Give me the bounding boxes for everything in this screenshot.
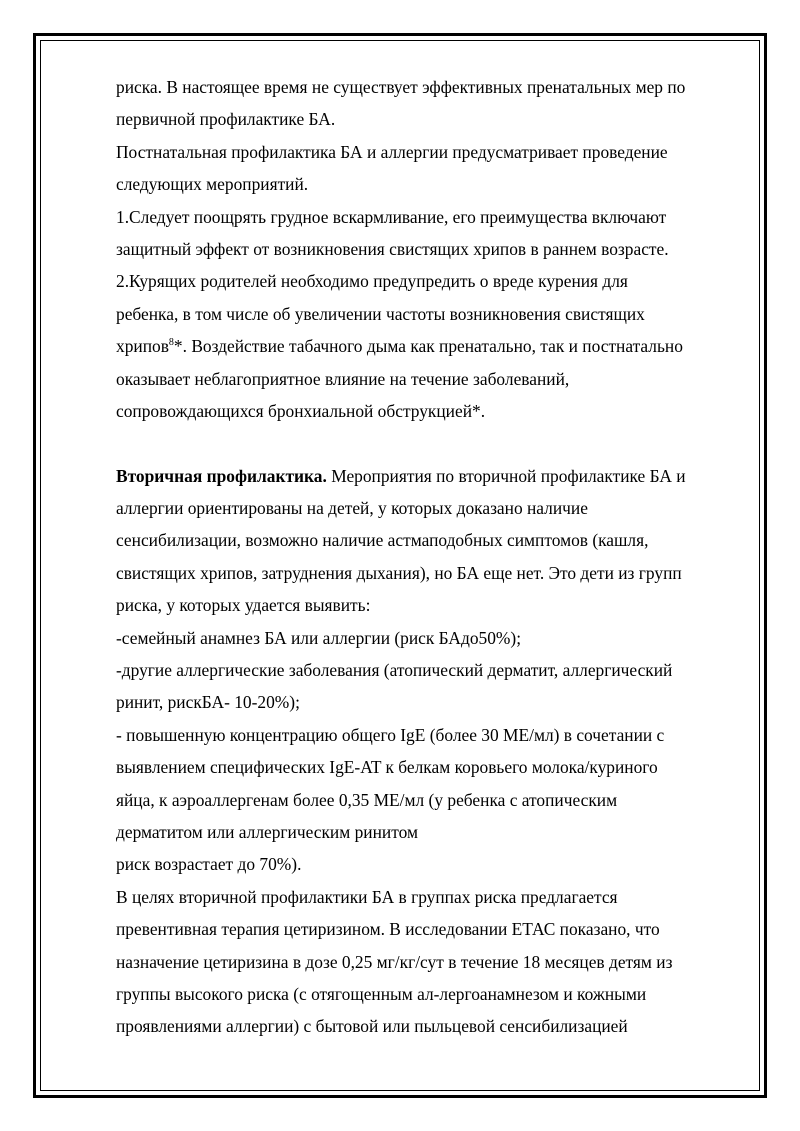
text-line: дерматитом или аллергическим ринитом bbox=[116, 821, 418, 842]
footnote-line-after: *. Воздействие табачного дыма как пренатально, так и постнатально bbox=[173, 336, 683, 357]
text-line: яйца, к аэроаллергенам более 0,35 МЕ/мл (у ребенка с атопическим bbox=[116, 789, 618, 810]
text-line: 1.Следует поощрять грудное вскармливание, его преимущества включают bbox=[116, 206, 667, 227]
text-line: следующих мероприятий. bbox=[116, 174, 309, 195]
list-item: -семейный анамнез БА или аллергии (риск БАдо50%); bbox=[116, 627, 522, 648]
text-line: оказывает неблагоприятное влияние на течение заболеваний, bbox=[116, 368, 570, 389]
secondary-heading: Вторичная профилактика. bbox=[116, 465, 327, 486]
list-item: -другие аллергические заболевания (атопический дерматит, аллергический bbox=[116, 660, 673, 681]
text-line: ринит, рискБА- 10-20%); bbox=[116, 692, 300, 713]
secondary-heading-rest: Мероприятия по вторичной профилактике БА и bbox=[326, 465, 686, 486]
text-line: сенсибилизации, возможно наличие астмаподобных симптомов (кашля, bbox=[116, 530, 649, 551]
text-line: выявлением специфических IgE-AT к белкам коровьего молока/куриного bbox=[116, 757, 658, 778]
text-line: 2.Курящих родителей необходимо предупредить о вреде курения для bbox=[116, 271, 628, 292]
footnote-ref: 8 bbox=[168, 337, 174, 349]
text-line: ребенка, в том числе об увеличении частоты возникновения свистящих bbox=[116, 303, 645, 324]
text-line: свистящих хрипов, затруднения дыхания), но БА еще нет. Это дети из групп bbox=[116, 562, 682, 583]
document-body bbox=[116, 71, 746, 1043]
text-line: защитный эффект от возникновения свистящих хрипов в раннем возрасте. bbox=[116, 238, 669, 259]
text-line: сопровождающихся бронхиальной обструкцией*. bbox=[116, 400, 486, 421]
text-line: риск возрастает до 70%). bbox=[116, 854, 302, 875]
paragraph-gap bbox=[116, 427, 746, 459]
footnote-line-before: хрипов bbox=[116, 336, 169, 357]
text-line: назначение цетиризина в дозе 0,25 мг/кг/сут в течение 18 месяцев детям из bbox=[116, 951, 673, 972]
text-line: риска, у которых удается выявить: bbox=[116, 595, 371, 616]
secondary-heading-line bbox=[116, 460, 746, 492]
text-line: проявлениями аллергии) с бытовой или пыльцевой сенсибилизацией bbox=[116, 1016, 628, 1037]
text-line: В целях вторичной профилактики БА в группах риска предлагается bbox=[116, 886, 618, 907]
text-line: группы высокого риска (с отягощенным ал-лергоанамнезом и кожными bbox=[116, 983, 647, 1004]
text-line-with-footnote bbox=[116, 330, 746, 362]
text-line: первичной профилактике БА. bbox=[116, 109, 336, 130]
list-item: - повышенную концентрацию общего IgE (более 30 МЕ/мл) в сочетании с bbox=[116, 724, 665, 745]
text-line: Постнатальная профилактика БА и аллергии предусматривает проведение bbox=[116, 141, 668, 162]
text-line: превентивная терапия цетиризином. В исследовании ЕТАС показано, что bbox=[116, 919, 660, 940]
text-line: риска. В настоящее время не существует эффективных пренатальных мер по bbox=[116, 77, 686, 97]
text-line: аллергии ориентированы на детей, у которых доказано наличие bbox=[116, 498, 588, 519]
